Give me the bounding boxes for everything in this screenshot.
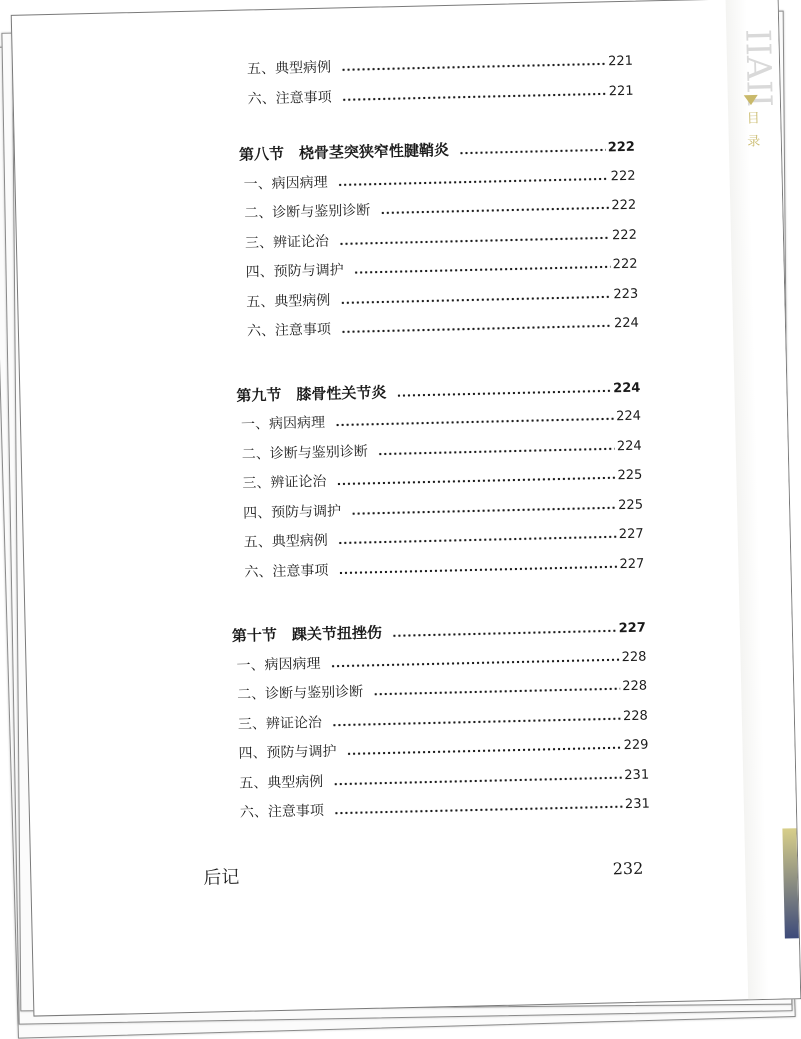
afterword-page: 232 bbox=[612, 858, 644, 879]
toc-entry-label: 六、注意事项 bbox=[246, 321, 332, 340]
toc-entry-label: 五、典型病例 bbox=[243, 532, 328, 551]
section-title: 第八节 桡骨茎突狭窄性腱鞘炎 bbox=[238, 140, 450, 164]
dot-leader bbox=[340, 295, 611, 304]
toc-entry-page: 222 bbox=[611, 197, 637, 214]
next-page-edge-text: IIAII bbox=[737, 28, 780, 108]
toc-entry-label: 六、注意事项 bbox=[239, 802, 325, 821]
toc-entry-page: 222 bbox=[610, 168, 636, 184]
toc-entry-label: 一、病因病理 bbox=[240, 414, 326, 433]
dot-leader bbox=[378, 447, 615, 455]
dot-leader bbox=[354, 265, 611, 274]
dot-leader bbox=[342, 92, 607, 101]
dot-leader bbox=[341, 62, 606, 71]
dot-leader bbox=[332, 717, 621, 727]
dot-leader bbox=[396, 389, 611, 397]
dot-leader bbox=[338, 565, 617, 574]
toc-entry-label: 三、辨证论治 bbox=[244, 233, 330, 252]
toc-entry-page: 228 bbox=[622, 708, 648, 724]
toc-entry-page: 221 bbox=[607, 53, 634, 70]
toc-entry-page: 222 bbox=[611, 227, 638, 243]
toc-entry-label: 一、病因病理 bbox=[243, 174, 328, 193]
section-page: 227 bbox=[618, 620, 646, 637]
section-title: 第十节 踝关节扭挫伤 bbox=[231, 623, 383, 645]
toc-entry-label: 二、诊断与鉴别诊断 bbox=[241, 443, 368, 463]
cover-color-strip bbox=[782, 828, 798, 938]
toc-entry-page: 224 bbox=[613, 315, 640, 332]
toc-page bbox=[11, 0, 801, 1017]
dot-leader bbox=[341, 324, 612, 333]
toc-entry-label: 二、诊断与鉴别诊断 bbox=[244, 202, 371, 222]
next-page-edge bbox=[726, 0, 801, 999]
contents-tab-label: 目录 bbox=[743, 110, 760, 158]
section-page: 222 bbox=[607, 139, 636, 156]
dot-leader bbox=[351, 506, 616, 515]
dot-leader bbox=[392, 629, 617, 637]
toc-entry-label: 三、辨证论治 bbox=[237, 714, 323, 733]
triangle-marker-icon bbox=[744, 95, 758, 105]
toc-section-9 bbox=[220, 375, 645, 591]
toc-entry-label: 五、典型病例 bbox=[239, 773, 324, 792]
toc-entry-page: 229 bbox=[623, 737, 649, 754]
dot-leader bbox=[339, 236, 610, 245]
afterword-label: 后记 bbox=[203, 866, 240, 889]
toc-group-prev-section bbox=[213, 50, 634, 119]
toc-entry-label: 四、预防与调护 bbox=[238, 743, 337, 762]
toc-entry-page: 228 bbox=[622, 678, 648, 695]
toc-entry-page: 225 bbox=[617, 467, 643, 484]
toc-entry-page: 222 bbox=[612, 256, 638, 273]
toc-entry-label: 四、预防与调护 bbox=[245, 262, 344, 281]
toc-entry-label: 六、注意事项 bbox=[247, 89, 332, 107]
toc-entry-label: 二、诊断与鉴别诊断 bbox=[237, 684, 364, 703]
toc-entry-label: 三、辨证论治 bbox=[242, 473, 327, 492]
dot-leader bbox=[331, 658, 620, 668]
section-title: 第九节 膝骨性关节炎 bbox=[236, 382, 387, 405]
dot-leader bbox=[373, 687, 620, 696]
toc-entry-label: 六、注意事项 bbox=[244, 562, 329, 581]
toc-entry-page: 221 bbox=[608, 83, 634, 99]
table-of-contents bbox=[213, 50, 651, 866]
dot-leader bbox=[380, 206, 609, 214]
toc-entry-page: 228 bbox=[621, 649, 647, 665]
contents-side-tab bbox=[736, 95, 767, 158]
toc-entry-page: 225 bbox=[618, 497, 644, 513]
dot-leader bbox=[338, 535, 617, 544]
toc-entry-label: 五、典型病例 bbox=[246, 59, 332, 78]
toc-entry-page: 227 bbox=[618, 526, 644, 543]
dot-leader bbox=[347, 746, 622, 755]
toc-section-10 bbox=[226, 616, 651, 832]
dot-leader bbox=[459, 148, 606, 154]
toc-entry-label: 四、预防与调护 bbox=[242, 502, 342, 522]
toc-entry-label: 五、典型病例 bbox=[246, 292, 331, 311]
dot-leader bbox=[336, 476, 615, 485]
dot-leader bbox=[334, 805, 623, 815]
toc-entry-page: 231 bbox=[624, 796, 650, 813]
dot-leader bbox=[335, 417, 614, 426]
section-page: 224 bbox=[613, 380, 641, 396]
toc-entry-label: 一、病因病理 bbox=[236, 655, 321, 674]
dot-leader bbox=[338, 177, 609, 186]
toc-entry-page: 224 bbox=[616, 438, 642, 454]
toc-entry-page: 227 bbox=[619, 556, 645, 572]
toc-entry-page: 224 bbox=[616, 408, 642, 425]
dot-leader bbox=[333, 776, 622, 786]
toc-entry-page: 231 bbox=[624, 767, 650, 783]
toc-entry-page: 223 bbox=[613, 286, 639, 302]
toc-section-8 bbox=[215, 135, 640, 351]
